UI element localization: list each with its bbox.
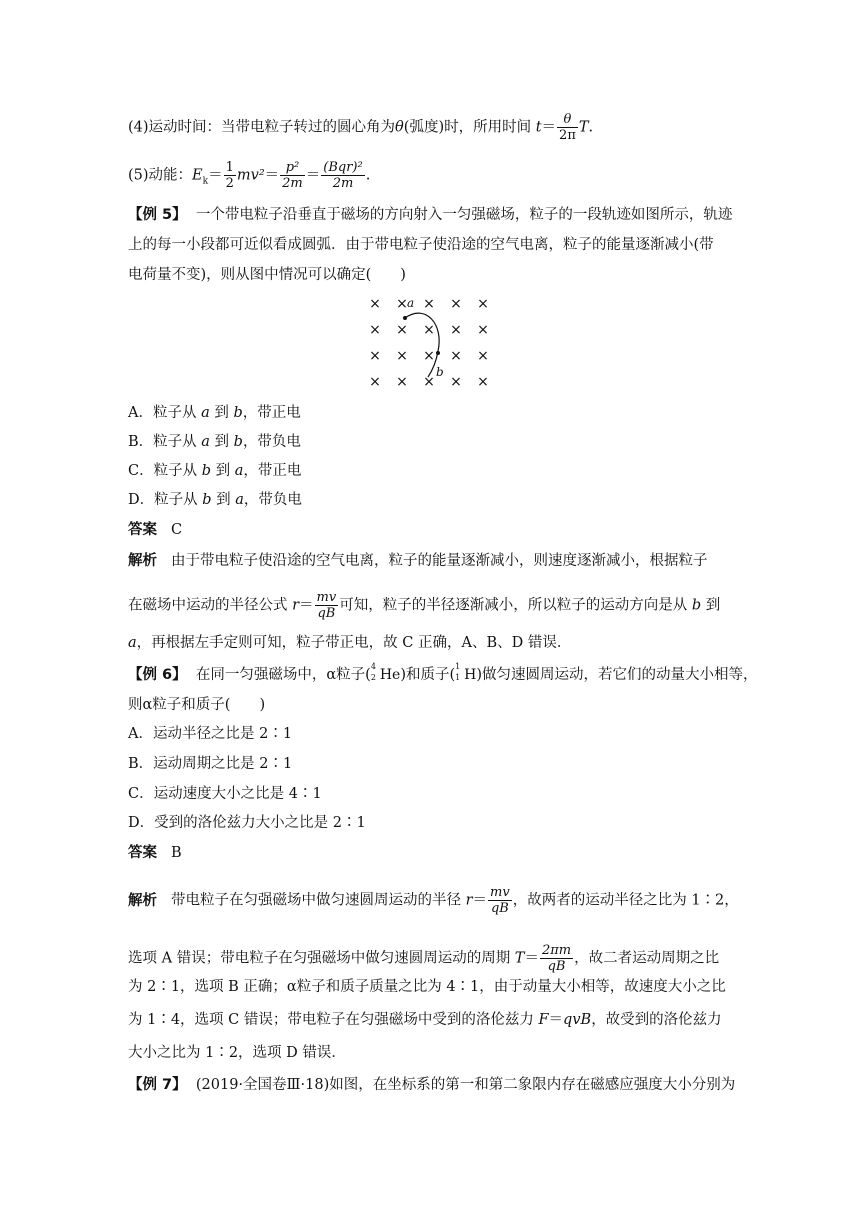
hydrogen-nucleus-symbol: 1 1 H: [455, 662, 477, 683]
magnetic-field-trajectory-diagram: [364, 293, 504, 393]
example-5-option-a: A．粒子从 a 到 b，带正电: [128, 405, 301, 421]
example-5-tag: 【例 5】: [128, 207, 187, 223]
example-6-stem-line2: 则α粒子和质子( ): [128, 697, 266, 713]
helium-nucleus-symbol: 4 2 He: [370, 662, 401, 683]
cross-mark: ×: [369, 348, 381, 364]
cross-mark: ×: [450, 322, 462, 338]
example-6-option-d: D．受到的洛伦兹力大小之比是 2∶1: [128, 815, 366, 831]
example-6-analysis-line5: 大小之比为 1∶2，选项 D 错误．: [128, 1045, 346, 1061]
example-6-tag: 【例 6】: [128, 667, 187, 683]
example-5-answer: 答案 C: [128, 522, 183, 538]
point-a-label: a: [407, 296, 415, 310]
example-5-stem-line1: 【例 5】 一个带电粒子沿垂直于磁场的方向射入一匀强磁场，粒子的一段轨迹如图所示，轨迹: [128, 207, 733, 223]
cross-mark: ×: [396, 296, 408, 312]
item-5-kinetic-energy: (5)动能：$E_k=$ $\frac{1}{2}$ mv²＝ $\frac{\text{p²}}{2m}$ ＝ $\frac{\text{(Bqr)²}}{2m}$ .: [128, 160, 371, 191]
cross-mark: ×: [450, 296, 462, 312]
example-6-answer: 答案 B: [128, 845, 182, 861]
cross-mark: ×: [423, 296, 435, 312]
example-6-option-a: A．运动半径之比是 2∶1: [128, 726, 293, 742]
point-a-dot: [403, 316, 407, 320]
cross-mark: ×: [369, 322, 381, 338]
cross-mark: ×: [477, 348, 489, 364]
particle-trajectory: [405, 313, 439, 377]
p2-over-2m-fraction: $\frac{\text{p²}}{2m}$: [282, 160, 303, 191]
example-5-option-d: D．粒子从 b 到 a，带负电: [128, 492, 302, 508]
example-5-analysis-line3: a，再根据左手定则可知，粒子带正电，故 C 正确，A、B、D 错误．: [128, 635, 572, 651]
example-6-analysis-line2: 选项 A 错误；带电粒子在匀强磁场中做匀速圆周运动的周期 T＝ $\frac{2\pi m}{qB}$ ，故二者运动周期之比: [128, 943, 720, 974]
cross-mark: ×: [450, 348, 462, 364]
mv-over-qb-fraction: $\frac{mv}{qB}$: [316, 590, 337, 621]
cross-mark: ×: [477, 296, 489, 312]
example-7-stem-line1: 【例 7】 (2019·全国卷Ⅲ·18)如图，在坐标系的第一和第二象限内存在磁感应强度大小分别为: [128, 1077, 736, 1093]
cross-mark: ×: [369, 296, 381, 312]
example-5-option-c: C．粒子从 b 到 a，带正电: [128, 463, 302, 479]
example-5-option-b: B．粒子从 a 到 b，带负电: [128, 434, 301, 450]
example-6-analysis-line4: 为 1∶4，选项 C 错误；带电粒子在匀强磁场中受到的洛伦兹力 F＝qvB，故受到的洛伦兹力: [128, 1012, 722, 1028]
bqr2-over-2m-fraction: $\frac{\text{(Bqr)²}}{2m}$: [323, 160, 363, 191]
example-6-option-c: C．运动速度大小之比是 4∶1: [128, 786, 322, 802]
example-5-analysis-line2: 在磁场中运动的半径公式 r＝ $\frac{mv}{qB}$ 可知，粒子的半径逐渐减小，所以粒子的运动方向是从 b 到: [128, 590, 721, 621]
example-5-stem-line3: 电荷量不变)，则从图中情况可以确定( ): [128, 267, 406, 283]
cross-mark: ×: [369, 374, 381, 390]
cross-mark: ×: [450, 374, 462, 390]
example-5-stem-line2: 上的每一小段都可近似看成圆弧．由于带电粒子使沿途的空气电离，粒子的能量逐渐减小(带: [128, 237, 714, 253]
example-6-stem-line1: 【例 6】 在同一匀强磁场中，α粒子( 4 2 He)和质子( 1 1 H)做匀速圆周运动，若它们的动量大小相等，: [128, 662, 758, 683]
example-6-option-b: B．运动周期之比是 2∶1: [128, 756, 293, 772]
example-6-analysis-line3: 为 2∶1，选项 B 正确；α粒子和质子质量之比为 4∶1，由于动量大小相等，故速度大小之比: [128, 979, 726, 995]
example-7-tag: 【例 7】: [128, 1077, 187, 1093]
cross-mark: ×: [396, 348, 408, 364]
cross-mark: ×: [423, 348, 435, 364]
cross-mark: ×: [477, 374, 489, 390]
cross-mark: ×: [423, 374, 435, 390]
one-half-fraction: $\frac{1}{2}$: [225, 160, 234, 191]
mv-over-qb-fraction: $\frac{mv}{qB}$: [490, 885, 510, 916]
cross-mark: ×: [423, 322, 435, 338]
item-4-motion-time: (4)运动时间：当带电粒子转过的圆心角为θ(弧度)时，所用时间 t＝ $\frac{\theta}{2\pi}$ T.: [128, 112, 594, 143]
cross-mark: ×: [396, 374, 408, 390]
cross-mark: ×: [477, 322, 489, 338]
theta-over-2pi-fraction: $\frac{\theta}{2\pi}$: [559, 112, 576, 143]
example-6-analysis-line1: 解析 带电粒子在匀强磁场中做匀速圆周运动的半径 r＝ $\frac{mv}{qB}$ ，故两者的运动半径之比为 1∶2，: [128, 885, 739, 916]
point-b-label: b: [436, 365, 444, 379]
example-5-analysis-line1: 解析 由于带电粒子使沿途的空气电离，粒子的能量逐渐减小，则速度逐渐减小，根据粒子: [128, 553, 708, 569]
point-b-dot: [436, 351, 440, 355]
2pim-over-qb-fraction: $\frac{2\pi m}{qB}$: [541, 943, 572, 974]
cross-mark: ×: [396, 322, 408, 338]
